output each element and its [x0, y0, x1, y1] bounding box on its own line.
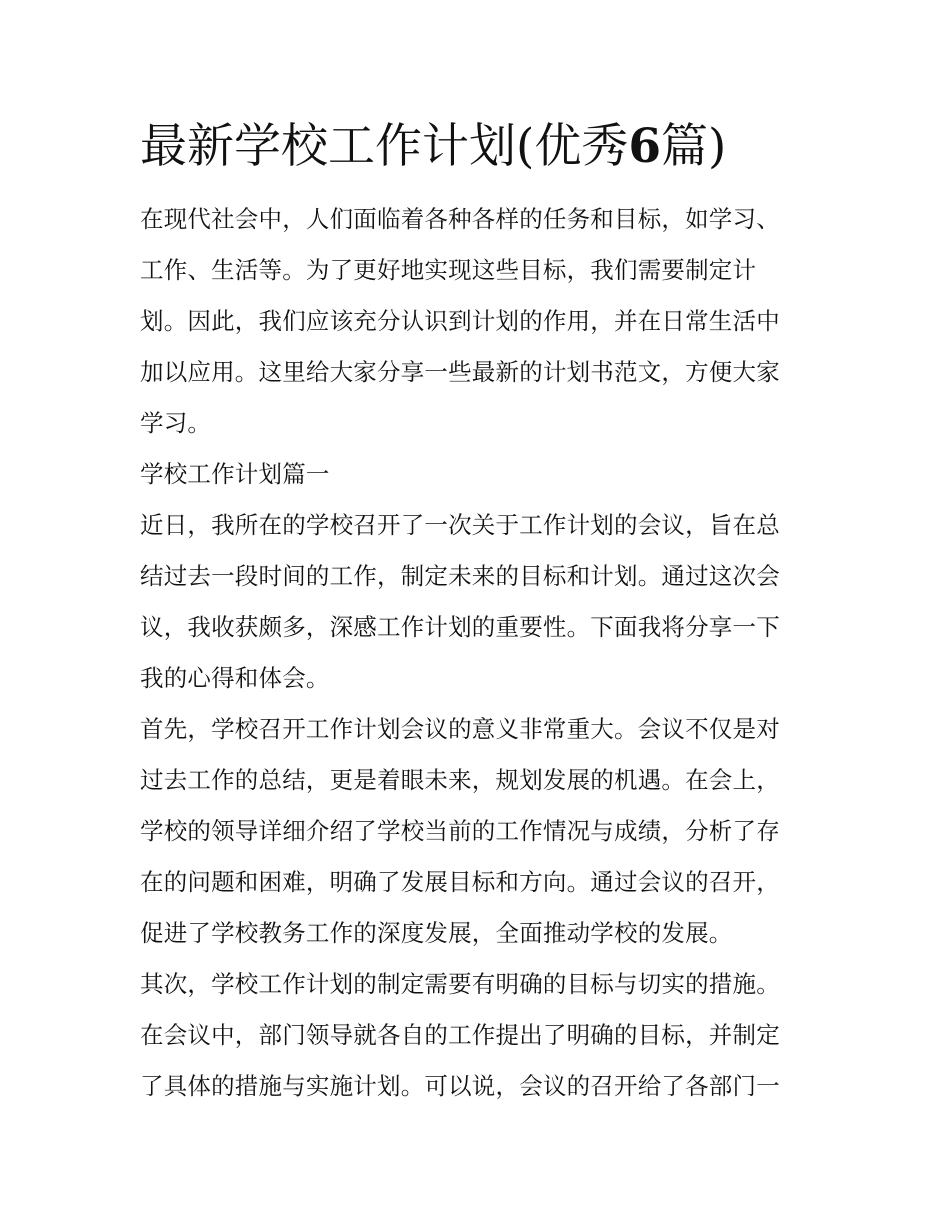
document-body: [140, 194, 820, 1112]
title-number: 6: [628, 119, 662, 174]
text-line: 近日，我所在的学校召开了一次关于工作计划的会议，旨在总: [140, 511, 780, 539]
document-title: [140, 112, 840, 182]
text-line: 工作、生活等。为了更好地实现这些目标，我们需要制定计: [140, 256, 757, 284]
text-line: 划。因此，我们应该充分认识到计划的作用，并在日常生活中: [140, 307, 780, 335]
text-line: 过去工作的总结，更是着眼未来，规划发展的机遇。在会上，: [140, 766, 780, 794]
title-prefix: 最新学校工作计划(优秀: [140, 119, 629, 174]
text-line: 我的心得和体会。: [140, 664, 330, 692]
title-suffix: 篇): [661, 119, 727, 174]
text-line: 加以应用。这里给大家分享一些最新的计划书范文，方便大家: [140, 358, 780, 386]
text-line: 促进了学校教务工作的深度发展，全面推动学校的发展。: [140, 919, 733, 947]
text-line: 学校的领导详细介绍了学校当前的工作情况与成绩，分析了存: [140, 817, 780, 845]
text-line: 其次，学校工作计划的制定需要有明确的目标与切实的措施。: [140, 970, 780, 998]
text-line: 在现代社会中，人们面临着各种各样的任务和目标，如学习、: [140, 205, 780, 233]
text-line: 议，我收获颇多，深感工作计划的重要性。下面我将分享一下: [140, 613, 780, 641]
text-line: 在的问题和困难，明确了发展目标和方向。通过会议的召开，: [140, 868, 780, 896]
text-line: 首先，学校召开工作计划会议的意义非常重大。会议不仅是对: [140, 715, 780, 743]
text-line: 学习。: [140, 409, 212, 437]
text-line: 在会议中，部门领导就各自的工作提出了明确的目标，并制定: [140, 1021, 780, 1049]
section-heading: 学校工作计划篇一: [140, 460, 330, 488]
text-line: 结过去一段时间的工作，制定未来的目标和计划。通过这次会: [140, 562, 780, 590]
text-line: 了具体的措施与实施计划。可以说，会议的召开给了各部门一: [140, 1072, 780, 1100]
